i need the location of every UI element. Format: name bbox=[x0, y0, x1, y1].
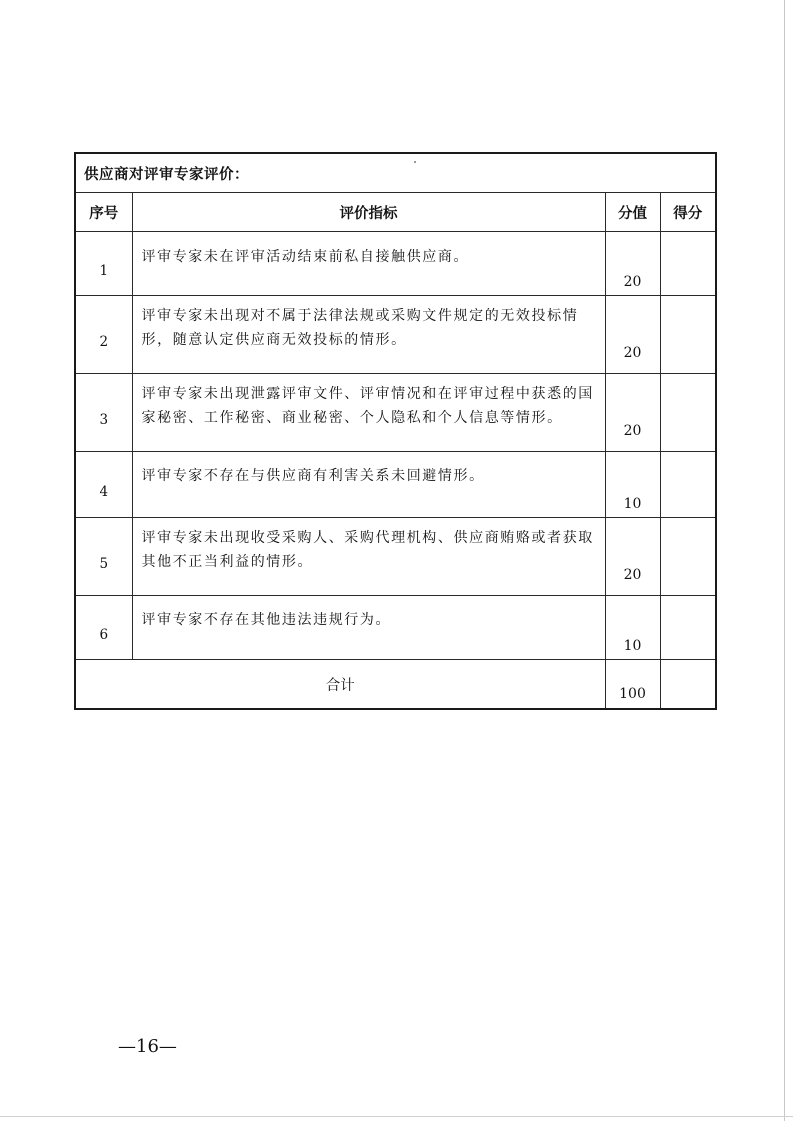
total-obtained-cell[interactable] bbox=[660, 660, 716, 710]
row-criteria: 评审专家未出现泄露评审文件、评审情况和在评审过程中获悉的国家秘密、工作秘密、商业秘密、个人隐私和个人信息等情形。 bbox=[132, 374, 605, 452]
evaluation-table bbox=[74, 152, 717, 710]
header-index: 序号 bbox=[75, 193, 132, 232]
table-row bbox=[75, 596, 716, 660]
table-row bbox=[75, 296, 716, 374]
row-index: 3 bbox=[75, 374, 132, 452]
row-criteria: 评审专家不存在其他违法违规行为。 bbox=[132, 596, 605, 660]
table-row bbox=[75, 232, 716, 296]
total-label: 合计 bbox=[75, 660, 605, 710]
table-row bbox=[75, 518, 716, 596]
row-index: 6 bbox=[75, 596, 132, 660]
table-caption: 供应商对评审专家评价： bbox=[75, 153, 716, 193]
row-index: 5 bbox=[75, 518, 132, 596]
header-criteria: 评价指标 bbox=[132, 193, 605, 232]
header-score: 分值 bbox=[605, 193, 660, 232]
row-score: 20 bbox=[605, 374, 660, 452]
table-row bbox=[75, 374, 716, 452]
row-criteria: 评审专家未在评审活动结束前私自接触供应商。 bbox=[132, 232, 605, 296]
row-obtained-cell[interactable] bbox=[660, 296, 716, 374]
row-obtained-cell[interactable] bbox=[660, 232, 716, 296]
header-obtained: 得分 bbox=[660, 193, 716, 232]
row-criteria: 评审专家未出现对不属于法律法规或采购文件规定的无效投标情形，随意认定供应商无效投标的情形。 bbox=[132, 296, 605, 374]
row-obtained-cell[interactable] bbox=[660, 374, 716, 452]
row-index: 2 bbox=[75, 296, 132, 374]
row-criteria: 评审专家未出现收受采购人、采购代理机构、供应商贿赂或者获取其他不正当利益的情形。 bbox=[132, 518, 605, 596]
total-row bbox=[75, 660, 716, 710]
row-score: 20 bbox=[605, 518, 660, 596]
table-row bbox=[75, 452, 716, 518]
row-index: 1 bbox=[75, 232, 132, 296]
row-score: 10 bbox=[605, 452, 660, 518]
table-header-row bbox=[75, 193, 716, 232]
row-obtained-cell[interactable] bbox=[660, 596, 716, 660]
row-obtained-cell[interactable] bbox=[660, 518, 716, 596]
page-edge-right bbox=[784, 0, 785, 1121]
row-score: 20 bbox=[605, 296, 660, 374]
row-obtained-cell[interactable] bbox=[660, 452, 716, 518]
page-number: —16— bbox=[118, 1036, 177, 1057]
row-index: 4 bbox=[75, 452, 132, 518]
row-criteria: 评审专家不存在与供应商有利害关系未回避情形。 bbox=[132, 452, 605, 518]
page-edge-bottom bbox=[0, 1116, 793, 1117]
row-score: 10 bbox=[605, 596, 660, 660]
total-score: 100 bbox=[605, 660, 660, 710]
row-score: 20 bbox=[605, 232, 660, 296]
